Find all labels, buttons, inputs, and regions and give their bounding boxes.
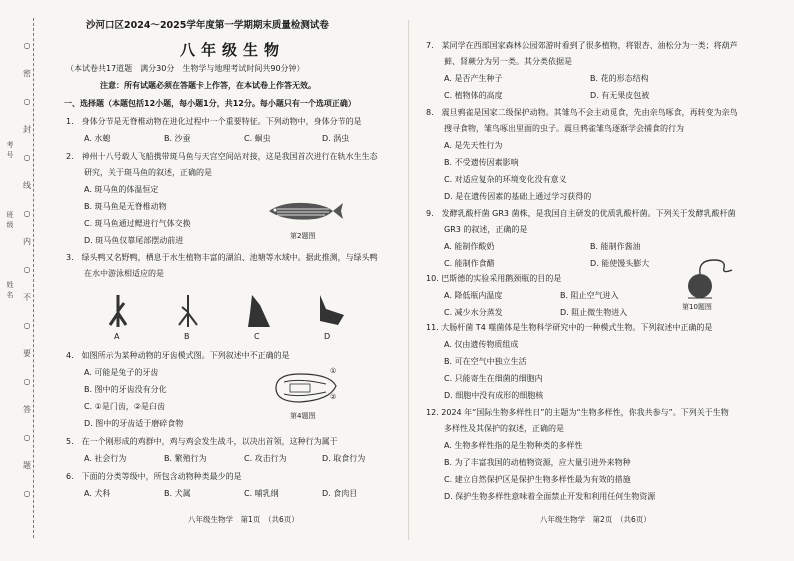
question-6-option-b: B. 犬属 <box>164 489 191 498</box>
question-5-option-b: B. 繁殖行为 <box>164 454 207 463</box>
binding-char: ○ <box>23 489 31 498</box>
binding-char: 要 <box>23 349 31 358</box>
section-heading: 一、选择题（本题包括12小题，每小题1分，共12分。每小题只有一个选项正确） <box>64 99 356 108</box>
question-1-option-d: D. 涡虫 <box>322 134 350 143</box>
question-2-option-c: C. 斑马鱼通过鳃进行气体交换 <box>84 219 191 228</box>
question-2-stem-line2: 研究，关于斑马鱼的叙述，正确的是 <box>84 168 212 177</box>
question-4-option-a: A. 可能是兔子的牙齿 <box>84 368 159 377</box>
binding-char: ○ <box>23 377 31 386</box>
binding-char: ○ <box>23 97 31 106</box>
binding-student-fields <box>4 140 16 350</box>
question-2-option-a: A. 斑马鱼的体温恒定 <box>84 185 159 194</box>
binding-char: 不 <box>23 293 31 302</box>
question-5-option-c: C. 攻击行为 <box>244 454 287 463</box>
question-6-stem: 6. 下面的分类等级中，所包含动物种类最少的是 <box>66 472 242 481</box>
question-12-option-c: C. 建立自然保护区是保护生物多样性最为有效的措施 <box>444 475 631 484</box>
question-4-option-b: B. 图中的牙齿没有分化 <box>84 385 167 394</box>
page-1-footer: 八年级生物学 第1页 （共6页） <box>188 515 299 524</box>
question-6-option-c: C. 哺乳纲 <box>244 489 279 498</box>
question-4-stem: 4. 如图所示为某种动物的牙齿模式图。下列叙述中不正确的是 <box>66 351 290 360</box>
question-3-stem-line1: 3. 绿头鸭又名野鸭，栖息于水生植物丰富的湖泊、池塘等水域中。据此推测，与绿头鸭 <box>66 253 378 262</box>
binding-char: ○ <box>23 41 31 50</box>
binding-field-char: 号 <box>6 151 14 159</box>
question-1-option-c: C. 蛔虫 <box>244 134 271 143</box>
question-7-option-a: A. 是否产生种子 <box>444 74 503 83</box>
question-10-stem: 10. 巴斯德的实验采用鹅颈瓶的目的是 <box>426 274 562 283</box>
question-12-stem-line2: 多样性及其保护的叙述，正确的是 <box>444 424 564 433</box>
binding-margin <box>0 0 38 561</box>
page-2-footer: 八年级生物学 第2页 （共6页） <box>540 515 651 524</box>
question-2-option-b: B. 斑马鱼是无脊椎动物 <box>84 202 167 211</box>
binding-seal-text <box>20 40 34 516</box>
foot-a <box>110 295 126 327</box>
page-2 <box>420 0 782 561</box>
zebrafish-illustration <box>265 196 345 226</box>
question-9-option-b: B. 能制作酱油 <box>590 242 641 251</box>
binding-char: ○ <box>23 153 31 162</box>
bird-feet-illustrations <box>96 295 366 331</box>
figure-4-caption: 第4题图 <box>290 412 316 420</box>
question-2-option-d: D. 斑马鱼仅靠尾部摆动前进 <box>84 236 184 245</box>
subject-title: 八年级生物 <box>180 41 286 59</box>
question-3-label-a: A <box>114 332 120 341</box>
binding-char: 题 <box>23 461 31 470</box>
question-5-option-a: A. 社会行为 <box>84 454 127 463</box>
foot-b <box>179 295 197 327</box>
question-1-option-a: A. 水螅 <box>84 134 111 143</box>
question-11-option-c: C. 只能寄生在细菌的细胞内 <box>444 374 543 383</box>
binding-field-char: 姓 <box>6 281 14 289</box>
question-9-stem-line1: 9. 发酵乳酸杆菌 GR3 菌株，是我国自主研发的优质乳酸杆菌。下列关于发酵乳酸杆菌 <box>426 209 736 218</box>
binding-char: ○ <box>23 265 31 274</box>
question-9-stem-line2: GR3 的叙述，正确的是 <box>444 225 528 234</box>
question-4-option-c: C. ①是门齿，②是臼齿 <box>84 402 166 411</box>
question-8-option-a: A. 是先天性行为 <box>444 141 503 150</box>
question-10-option-d: D. 阻止微生物进入 <box>560 308 628 317</box>
binding-char: ○ <box>23 433 31 442</box>
question-12-option-b: B. 为了丰富我国的动植物资源，应大量引进外来物种 <box>444 458 631 467</box>
question-7-stem-line1: 7. 某同学在西部国家森林公园郊游时看到了很多植物，将银杏、油松分为一类；将葫芦 <box>426 41 738 50</box>
question-12-option-d: D. 保护生物多样性意味着全面禁止开发和利用任何生物资源 <box>444 492 656 501</box>
question-7-option-b: B. 花的形态结构 <box>590 74 649 83</box>
question-7-option-d: D. 有无果皮包被 <box>590 91 650 100</box>
question-12-stem-line1: 12. 2024 年“国际生物多样性日”的主题为“生物多样性，你我共参与”。下列关于生物 <box>426 408 729 417</box>
exam-title: 沙河口区2024～2025学年度第一学期期末质量检测试卷 <box>86 20 329 31</box>
question-2-stem-line1: 2. 神州十八号载人飞船携带斑马鱼与天宫空间站对接，这是我国首次进行在轨水生生态 <box>66 152 378 161</box>
figure-10-caption: 第10题图 <box>682 303 712 311</box>
tooth-marker-2: ② <box>330 393 337 401</box>
question-3-stem-line2: 在水中游泳相适应的是 <box>84 269 164 278</box>
question-11-option-b: B. 可在空气中独立生活 <box>444 357 527 366</box>
question-10-option-a: A. 降低瓶内温度 <box>444 291 503 300</box>
question-12-option-a: A. 生物多样性指的是生物种类的多样性 <box>444 441 583 450</box>
exam-notice: 注意：所有试题必须在答题卡上作答，在本试卷上作答无效。 <box>100 81 316 90</box>
foot-c <box>248 295 270 327</box>
swan-neck-flask-illustration <box>680 254 740 302</box>
binding-char: 线 <box>23 181 31 190</box>
question-9-option-d: D. 能使馒头膨大 <box>590 259 650 268</box>
question-6-option-a: A. 犬科 <box>84 489 111 498</box>
binding-field-char: 名 <box>6 291 14 299</box>
question-7-stem-line2: 藓、肾蕨分为另一类。其分类依据是 <box>444 57 572 66</box>
question-5-option-d: D. 取食行为 <box>322 454 366 463</box>
exam-info: （本试卷共17道题 满分30分 生物学与地理考试时间共90分钟） <box>66 64 305 73</box>
binding-field-char: 班 <box>6 211 14 219</box>
question-3-label-d: D <box>324 332 331 341</box>
question-11-option-a: A. 仅由遗传物质组成 <box>444 340 519 349</box>
question-3-label-c: C <box>254 332 260 341</box>
binding-char: 密 <box>23 69 31 78</box>
question-7-option-c: C. 植物体的高度 <box>444 91 503 100</box>
binding-char: 内 <box>23 237 31 246</box>
question-11-option-d: D. 细胞中没有成形的细胞核 <box>444 391 544 400</box>
question-4-option-d: D. 图中的牙齿适于磨碎食物 <box>84 419 184 428</box>
question-6-option-d: D. 食肉目 <box>322 489 358 498</box>
page-1 <box>60 0 400 561</box>
question-10-option-b: B. 阻止空气进入 <box>560 291 619 300</box>
question-8-option-b: B. 不受遗传因素影响 <box>444 158 519 167</box>
question-11-stem: 11. 大肠杆菌 T4 噬菌体是生物科学研究中的一种模式生物。下列叙述中正确的是 <box>426 323 713 332</box>
question-1-stem: 1. 身体分节是无脊椎动物在进化过程中一个重要特征。下列动物中，身体分节的是 <box>66 117 362 126</box>
tooth-marker-1: ① <box>330 367 337 375</box>
question-8-stem-line1: 8. 震旦鸦雀是国家二级保护动物。其雏鸟不会主动觅食，先由亲鸟啄食，再转变为亲鸟 <box>426 108 738 117</box>
question-1-option-b: B. 沙蚕 <box>164 134 191 143</box>
question-8-stem-line2: 搜寻食物，雏鸟啄出里面的虫子。震旦鸦雀雏鸟逐渐学会捕食的行为 <box>444 124 684 133</box>
page-divider <box>408 20 409 540</box>
question-8-option-d: D. 是在遗传因素的基础上通过学习获得的 <box>444 192 592 201</box>
binding-char: ○ <box>23 209 31 218</box>
question-3-label-b: B <box>184 332 190 341</box>
foot-d <box>320 295 344 325</box>
binding-char: 答 <box>23 405 31 414</box>
binding-field-char: 级 <box>6 221 14 229</box>
figure-2-caption: 第2题图 <box>290 232 316 240</box>
question-9-option-c: C. 能制作食醋 <box>444 259 495 268</box>
binding-char: ○ <box>23 321 31 330</box>
binding-field-char: 考 <box>6 141 14 149</box>
binding-char: 封 <box>23 125 31 134</box>
question-10-option-c: C. 减少水分蒸发 <box>444 308 503 317</box>
question-5-stem: 5. 在一个刚形成的鸡群中，鸡与鸡会发生战斗，以决出首领，这种行为属于 <box>66 437 338 446</box>
question-8-option-c: C. 对适应复杂的环境变化没有意义 <box>444 175 567 184</box>
question-9-option-a: A. 能制作酸奶 <box>444 242 495 251</box>
